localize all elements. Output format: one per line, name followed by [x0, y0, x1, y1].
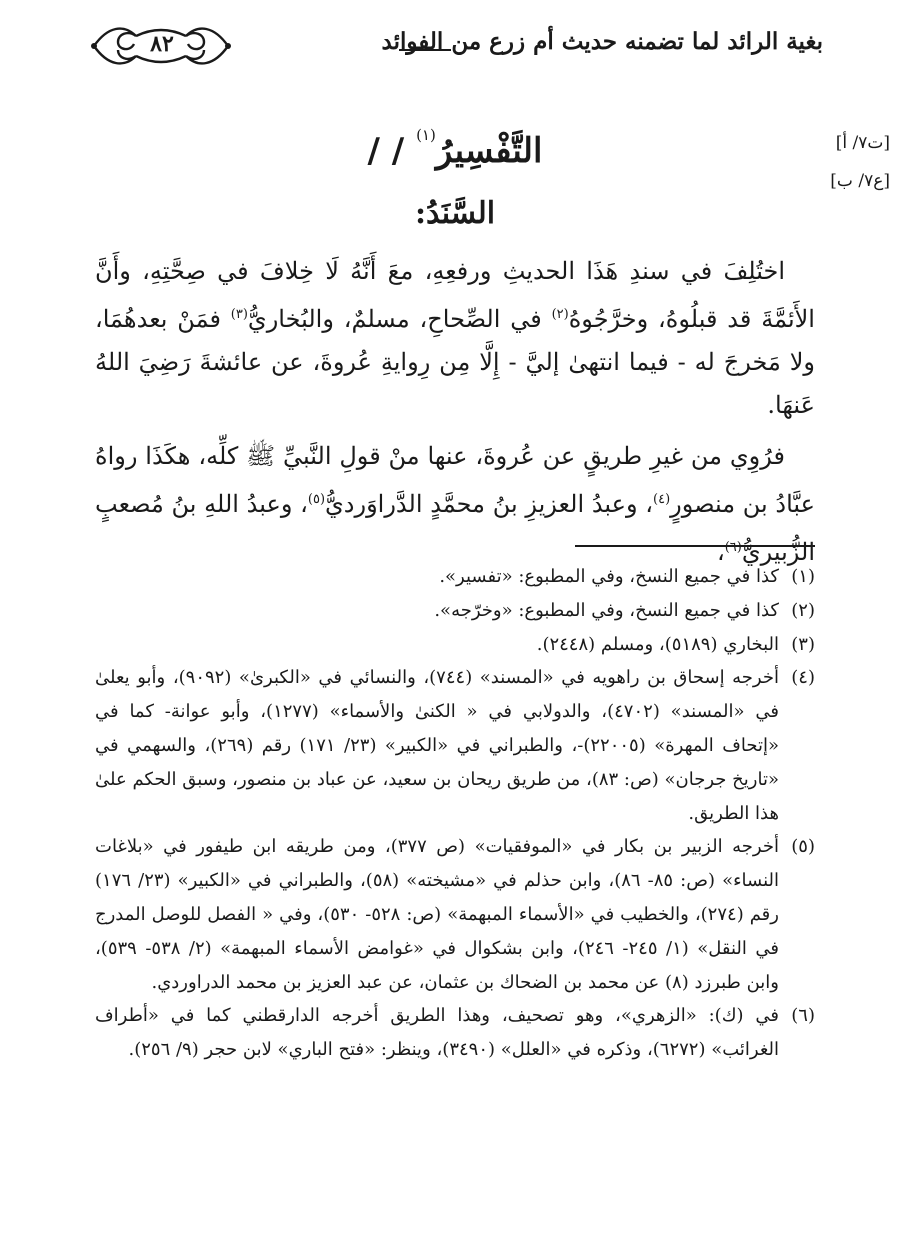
footnote-item — [95, 594, 815, 628]
footnote-divider — [575, 545, 815, 547]
footnote-ref: (٥) — [307, 492, 326, 507]
footnote-text: كذا في جميع النسخ، وفي المطبوع: «وخرّجه». — [434, 599, 779, 621]
footnote-text: كذا في جميع النسخ، وفي المطبوع: «تفسير». — [439, 566, 779, 587]
footnote-number: (٤) — [791, 667, 815, 689]
page-header — [88, 22, 823, 70]
margin-note: [ت٧/ أ] — [835, 133, 890, 153]
header-rule — [399, 49, 451, 51]
footnote-number: (١) — [791, 566, 815, 587]
section-title: السَّنَدُ: — [414, 196, 496, 231]
running-title: بغية الرائد لما تضمنه حديث أم زرع من الفوائد — [381, 28, 823, 55]
chapter-title: التَّفْسِيرُ$^{(١)}$ / / — [367, 126, 543, 171]
footnote-item — [95, 661, 815, 830]
footnote-ref: (٣) — [230, 307, 248, 322]
footnote-text: أخرجه إسحاق بن راهويه في «المسند» (٧٤٤)، والنسائي في «الكبرىٰ» (٩٠٩٢)، وأبو يعلىٰ في «المسند» (٤٧٠٢)، والدولابي في « الكنىٰ والأسماء» (١٢٧٧)، وأبو عوانة- كما في «إتحاف المهرة» (٢٢٠٠٥)-، والطبراني في «الكبير» (٢٣/ ١٧١) رقم (٢٦٩)، والسهمي في «تاريخ جرجان» (ص: ٨٣)، من طريق ريحان بن سعيد، عن عباد بن منصور، وسبق الحكم علىٰ هذا الطريق. — [95, 667, 780, 824]
footnote-ref: (٢) — [551, 307, 569, 322]
paragraph: فرُوِي من غيرِ طريقٍ عن عُروةَ، عنها منْ قولِ النَّبيِّ ﷺ كلِّه، هكَذَا رواهُ عبَّادُ بن منصورٍ$^{(٤)}$، وعبدُ العزيزِ بنُ محمَّدٍ الدَّراوَرديُّ$^{(٥)}$، وعبدُ اللهِ بنُ مُصعبٍ الزُّبيريُّ$^{(٦)}$، — [95, 442, 815, 566]
footnote-item — [95, 560, 815, 594]
footnote-ref: (٦) — [724, 540, 742, 555]
footnote-item — [95, 999, 815, 1067]
footnote-number: (٢) — [791, 599, 815, 621]
footnote-text: في (ك): «الزهري»، وهو تصحيف، وهذا الطريق أخرجه الدارقطني كما في «أطراف الغرائب» (٦٢٧٢)، وذكره في «العلل» (٣٤٩٠)، وينظر: «فتح الباري» لابن حجر (٩/ ٢٥٦). — [95, 1005, 779, 1061]
footnote-ref: (١) — [416, 126, 436, 144]
paragraph: اختُلِفَ في سندِ هَذَا الحديثِ ورفعِهِ، معَ أَنَّهُ لَا خِلافَ في صِحَّتِهِ، وأَنَّ الأَئمَّةَ قد قبلُوهُ، وخرَّجُوهُ$^{(٢)}$ في الصِّحاحِ، مسلمٌ، والبُخاريُّ$^{(٣)}$ فمَنْ بعدهُمَا، ولا مَخرجَ له - فيما انتهىٰ إليَّ - إِلَّا مِن رِوايةِ عُروةَ، عن عائشةَ رَضِيَ اللهُ عَنهَا. — [95, 257, 815, 419]
footnote-number: (٦) — [791, 1005, 815, 1027]
chapter-marks: / / — [367, 131, 405, 171]
margin-note: [ع٧/ ب] — [830, 171, 890, 191]
footnotes — [95, 560, 815, 1067]
chapter-heading — [0, 126, 910, 171]
footnote-ref: (٤) — [653, 492, 671, 507]
footnote-number: (٥) — [791, 836, 815, 858]
footnote-text: أخرجه الزبير بن بكار في «الموفقيات» (ص ٣٧٧)، ومن طريقه ابن طيفور في «بلاغات النساء» (ص: ٨٥- ٨٦)، وابن حذلم في «مشيخته» (٥٨)، والطبراني في «الكبير» (٢٣/ ١٧٦) رقم (٢٧٤)، والخطيب في «الأسماء المبهمة» (ص: ٥٢٨- ٥٣٠)، وفي « الفصل للوصل المدرج في النقل» (١/ ٢٤٥- ٢٤٦)، وابن بشكوال في «غوامض الأسماء المبهمة» (٢/ ٥٣٨- ٥٣٩)، وابن طبرزد (٨) عن محمد بن الضحاك بن عثمان، عن عبد العزيز بن محمد الدراوردي. — [95, 836, 780, 993]
footnote-text: البخاري (٥١٨٩)، ومسلم (٢٤٤٨). — [536, 633, 779, 655]
footnote-number: (٣) — [791, 633, 815, 655]
footnote-item — [95, 830, 815, 999]
main-text — [95, 250, 815, 582]
footnote-item — [95, 628, 815, 662]
page-number: ٨٢ — [150, 31, 174, 57]
